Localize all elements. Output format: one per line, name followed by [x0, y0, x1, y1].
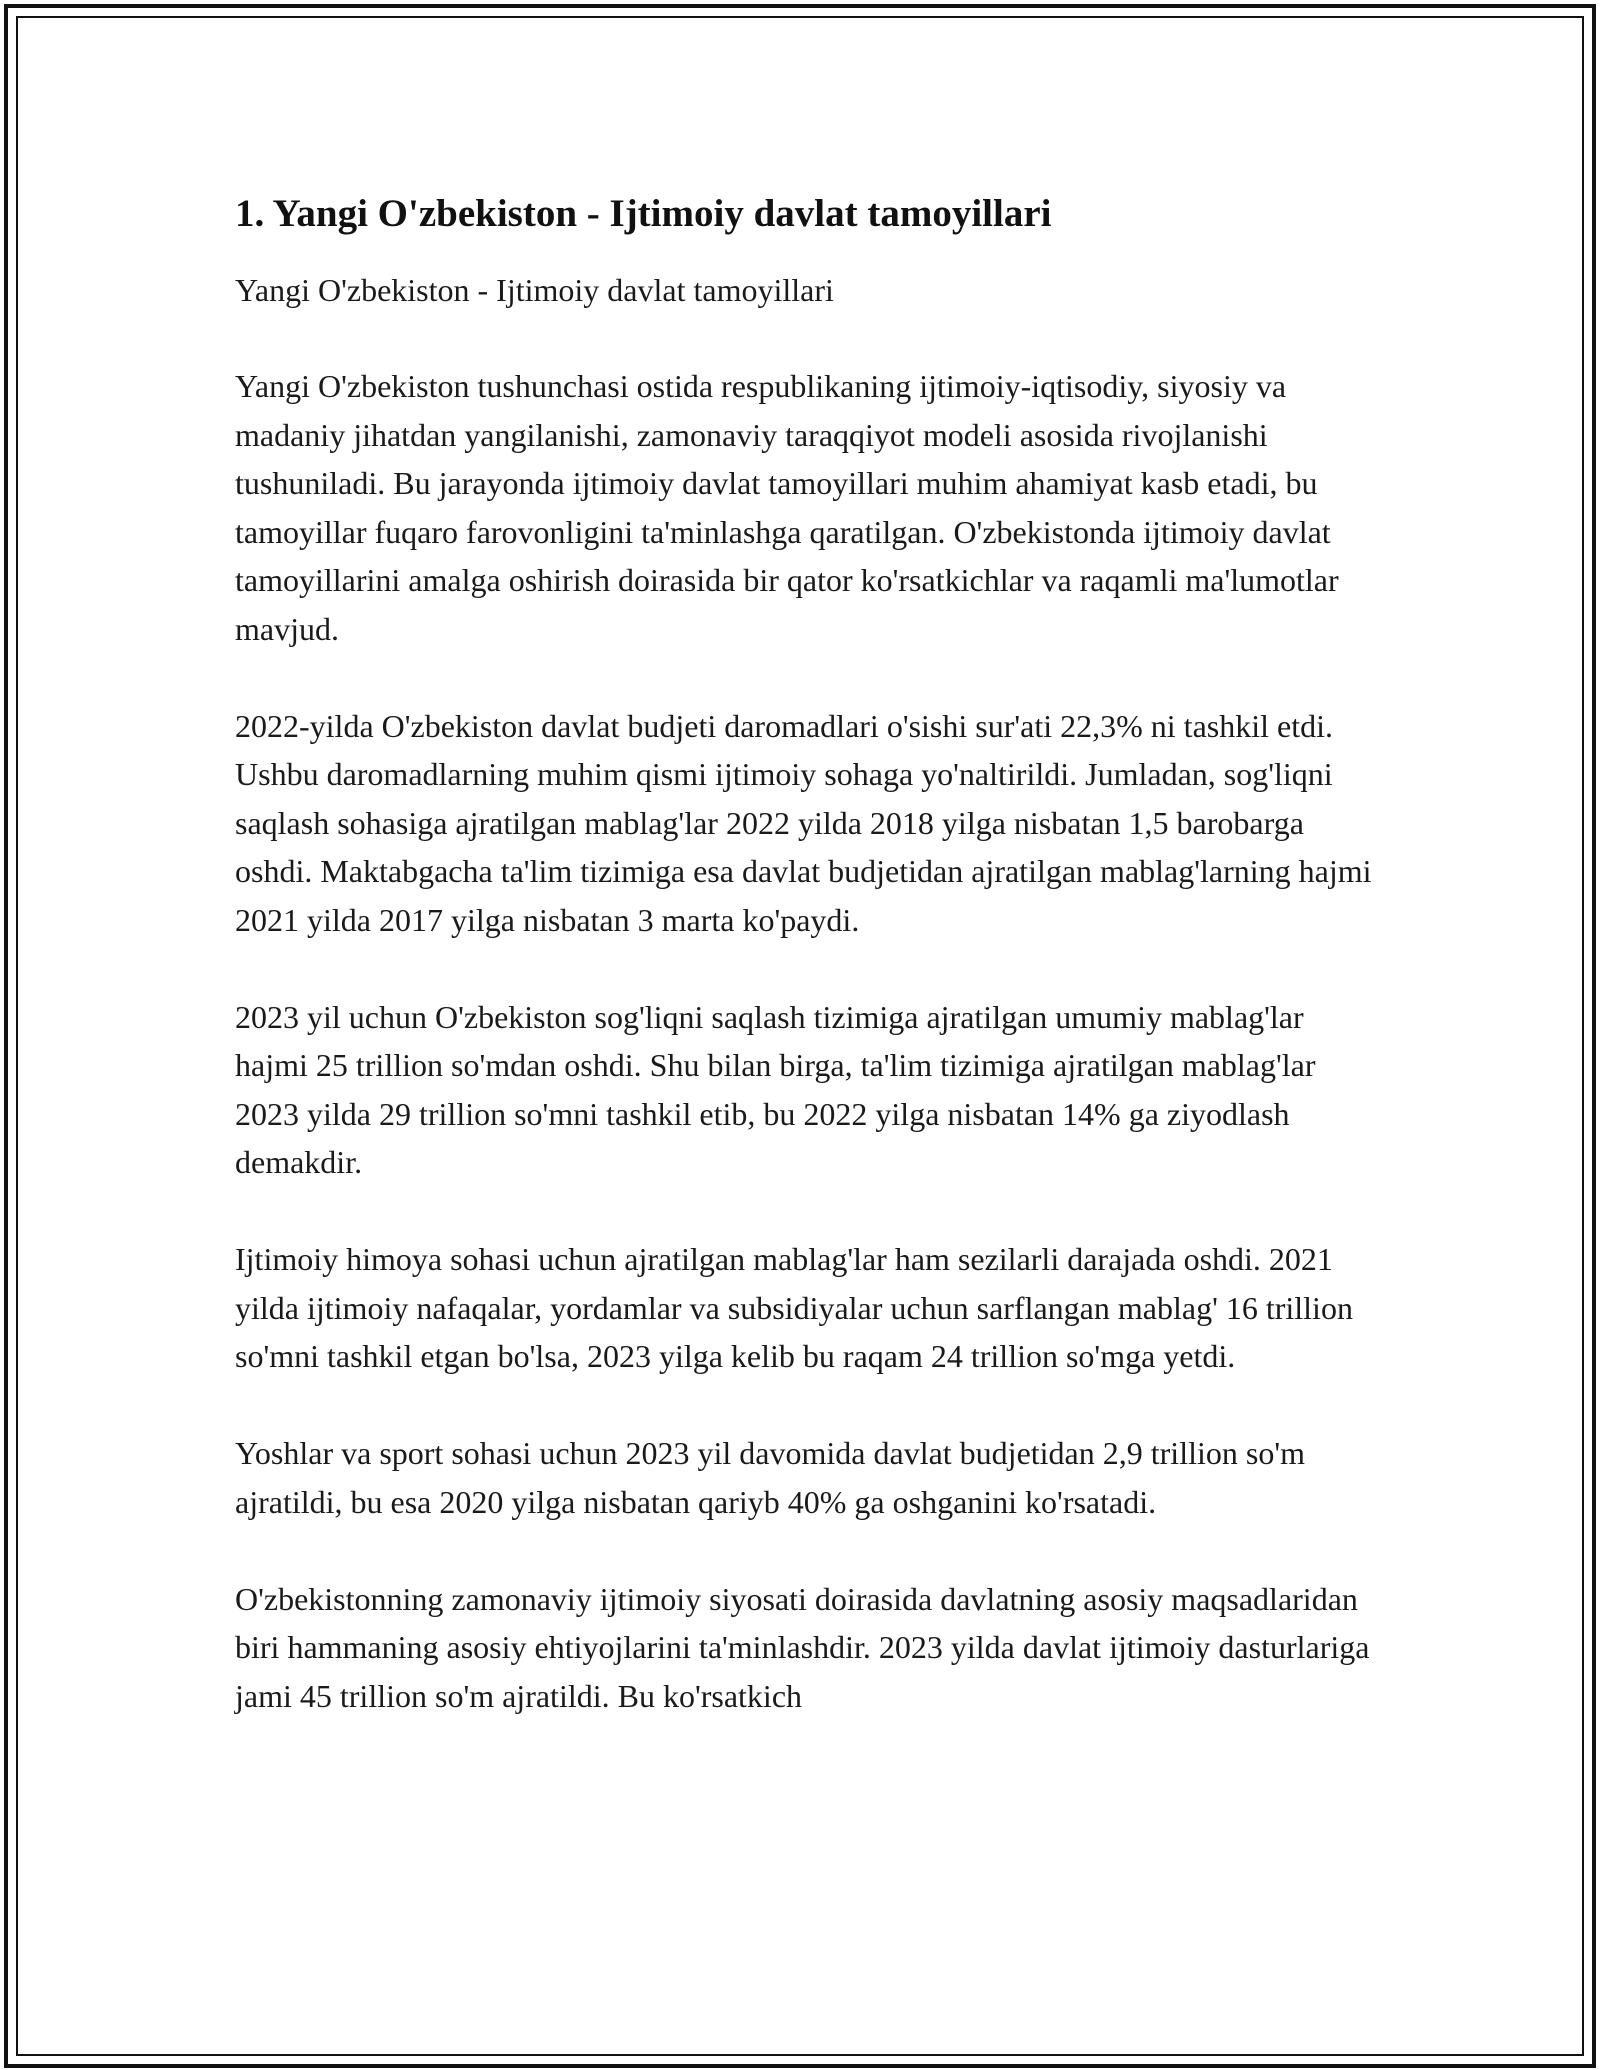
paragraph-youth-sport: Yoshlar va sport sohasi uchun 2023 yil davomida davlat budjetidan 2,9 trillion so'm ajratildi, bu esa 2020 yilga nisbatan qariyb 40% ga oshganini ko'rsatadi.	[235, 1435, 1305, 1520]
paragraph-budget-2022: 2022-yilda O'zbekiston davlat budjeti daromadlari o'sishi sur'ati 22,3% ni tashkil etdi. Ushbu daromadlarning muhim qismi ijtimoiy sohaga yo'naltirildi. Jumladan, sog'liqni saqlash sohasiga ajratilgan mablag'lar 2022 yilda 2018 yilga nisbatan 1,5 barobarga oshdi. Maktabgacha ta'lim tizimiga esa davlat budjetidan ajratilgan mablag'larning hajmi 2021 yilda 2017 yilga nisbatan 3 marta ko'paydi.	[235, 707, 1372, 938]
document-body	[235, 186, 1375, 1769]
document-subtitle: Yangi O'zbekiston - Ijtimoiy davlat tamoyillari	[235, 272, 834, 308]
paragraph-social-policy: O'zbekistonning zamonaviy ijtimoiy siyosati doirasida davlatning asosiy maqsadlaridan biri hammaning asosiy ehtiyojlarini ta'minlashdir. 2023 yilda davlat ijtimoiy dasturlariga jami 45 trillion so'm ajratildi. Bu ko'rsatkich	[235, 1580, 1370, 1714]
paragraph-intro: Yangi O'zbekiston tushunchasi ostida respublikaning ijtimoiy-iqtisodiy, siyosiy va madaniy jihatdan yangilanishi, zamonaviy taraqqiyot modeli asosida rivojlanishi tushuniladi. Bu jarayonda ijtimoiy davlat tamoyillari muhim ahamiyat kasb etadi, bu tamoyillar fuqaro farovonligini ta'minlashga qaratilgan. O'zbekistonda ijtimoiy davlat tamoyillarini amalga oshirish doirasida bir qator ko'rsatkichlar va raqamli ma'lumotlar mavjud.	[235, 368, 1339, 647]
paragraph-health-education-2023: 2023 yil uchun O'zbekiston sog'liqni saqlash tizimiga ajratilgan umumiy mablag'lar hajmi 25 trillion so'mdan oshdi. Shu bilan birga, ta'lim tizimiga ajratilgan mablag'lar 2023 yilda 29 trillion so'mni tashkil etib, bu 2022 yilga nisbatan 14% ga ziyodlash demakdir.	[235, 998, 1316, 1180]
paragraph-social-protection: Ijtimoiy himoya sohasi uchun ajratilgan mablag'lar ham sezilarli darajada oshdi. 2021 yilda ijtimoiy nafaqalar, yordamlar va subsidiyalar uchun sarflangan mablag' 16 trillion so'mni tashkil etgan bo'lsa, 2023 yilga kelib bu raqam 24 trillion so'mga yetdi.	[235, 1241, 1353, 1374]
document-title: 1. Yangi O'zbekiston - Ijtimoiy davlat tamoyillari	[235, 192, 1052, 235]
